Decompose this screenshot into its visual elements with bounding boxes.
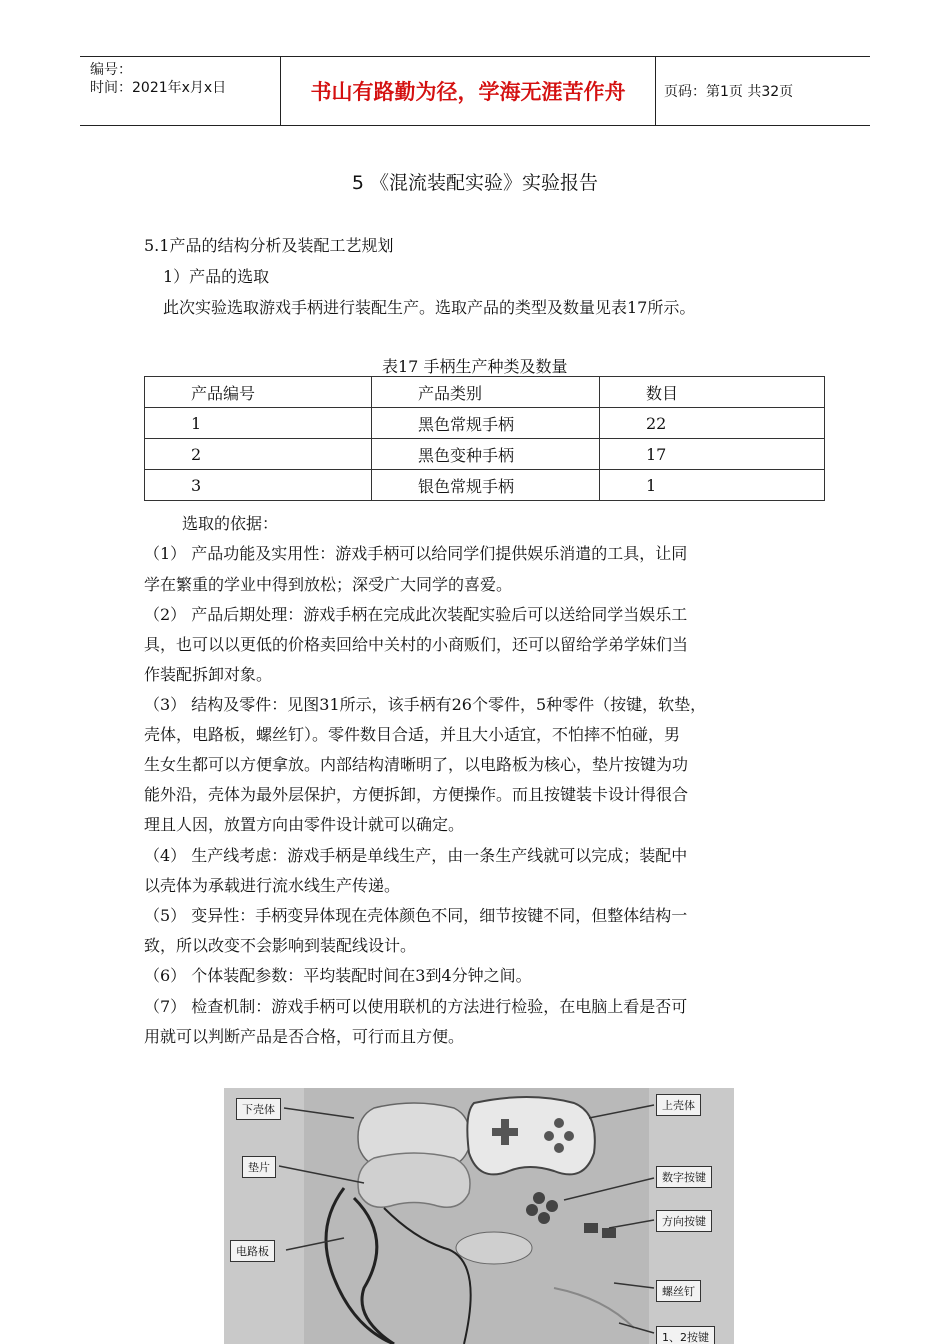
table-cell: 1	[646, 475, 657, 495]
paragraph-line: 致，所以改变不会影响到装配线设计。	[144, 936, 417, 955]
product-table	[144, 376, 825, 501]
label-direction-buttons: 方向按键	[656, 1210, 712, 1232]
page-header	[80, 56, 870, 126]
paragraph-line: 壳体，电路板，螺丝钉）。零件数目合适，并且大小适宜，不怕摔不怕碰，男	[144, 725, 681, 744]
table-header-row	[145, 377, 825, 408]
table-cell: 黑色常规手柄	[418, 414, 515, 434]
label-buttons-12: 1、2按键	[656, 1326, 715, 1344]
table-header-cell: 产品编号	[191, 383, 256, 403]
table-row	[145, 470, 825, 501]
paragraph-line: 用就可以判断产品是否合格，可行而且方便。	[144, 1027, 465, 1046]
label-pad: 垫片	[242, 1156, 276, 1178]
time-label: 时间：2021年x月x日	[90, 80, 227, 96]
basis-label: 选取的依据：	[182, 514, 279, 533]
paragraph-line: （1） 产品功能及实用性：游戏手柄可以给同学们提供娱乐消遣的工具，让同	[144, 544, 688, 563]
table-cell: 银色常规手柄	[418, 476, 515, 496]
paragraph-line: （4） 生产线考虑：游戏手柄是单线生产，由一条生产线就可以完成；装配中	[144, 846, 688, 865]
table-cell: 22	[646, 413, 667, 433]
table-cell: 17	[646, 444, 667, 464]
paragraph-line: 能外沿，壳体为最外层保护，方便拆卸，方便操作。而且按键装卡设计得很合	[144, 785, 689, 804]
report-title: 5 《混流装配实验》实验报告	[351, 172, 599, 194]
table-cell: 3	[191, 475, 202, 495]
intro-text: 此次实验选取游戏手柄进行装配生产。选取产品的类型及数量见表17所示。	[163, 298, 696, 317]
serial-label: 编号：	[90, 62, 132, 78]
table-header-cell: 产品类别	[418, 383, 483, 403]
paragraph-line: （7） 检查机制：游戏手柄可以使用联机的方法进行检验，在电脑上看是否可	[144, 997, 688, 1016]
paragraph-line: （3） 结构及零件：见图31所示，该手柄有26个零件，5种零件（按键，软垫，	[144, 695, 707, 714]
table-cell: 2	[191, 444, 202, 464]
paragraph-line: 以壳体为承载进行流水线生产传递。	[144, 876, 401, 895]
paragraph-line: （2） 产品后期处理：游戏手柄在完成此次装配实验后可以送给同学当娱乐工	[144, 605, 688, 624]
page-info: 页码：第1页 共32页	[664, 84, 794, 100]
paragraph-line: （5） 变异性：手柄变异体现在壳体颜色不同，细节按键不同，但整体结构一	[144, 906, 688, 925]
table-row	[145, 439, 825, 470]
header-motto: 书山有路勤为径，学海无涯苦作舟	[280, 57, 656, 125]
paragraph-line: 生女生都可以方便拿放。内部结构清晰明了，以电路板为核心，垫片按键为功	[144, 755, 689, 774]
label-circuit-board: 电路板	[230, 1240, 275, 1262]
label-number-buttons: 数字按键	[656, 1166, 712, 1188]
table-cell: 1	[191, 413, 202, 433]
table-cell: 黑色变种手柄	[418, 445, 515, 465]
label-lower-shell: 下壳体	[236, 1098, 281, 1120]
paragraph-line: 作装配拆卸对象。	[144, 665, 273, 684]
table-header-cell: 数目	[646, 383, 679, 403]
section-heading: 5.1产品的结构分析及装配工艺规划	[144, 236, 394, 255]
paragraph-line: 学在繁重的学业中得到放松；深受广大同学的喜爱。	[144, 575, 513, 594]
subheading: 1）产品的选取	[163, 267, 270, 286]
label-screw: 螺丝钉	[656, 1280, 701, 1302]
paragraph-line: 理且人因，放置方向由零件设计就可以确定。	[144, 815, 465, 834]
table-row	[145, 408, 825, 439]
paragraph-line: （6） 个体装配参数：平均装配时间在3到4分钟之间。	[144, 966, 532, 985]
label-upper-shell: 上壳体	[656, 1094, 701, 1116]
table-caption: 表17 手柄生产种类及数量	[382, 357, 568, 376]
header-meta	[80, 57, 280, 125]
gamepad-parts-photo	[224, 1088, 734, 1344]
paragraph-line: 具，也可以以更低的价格卖回给中关村的小商贩们，还可以留给学弟学妹们当	[144, 635, 689, 654]
